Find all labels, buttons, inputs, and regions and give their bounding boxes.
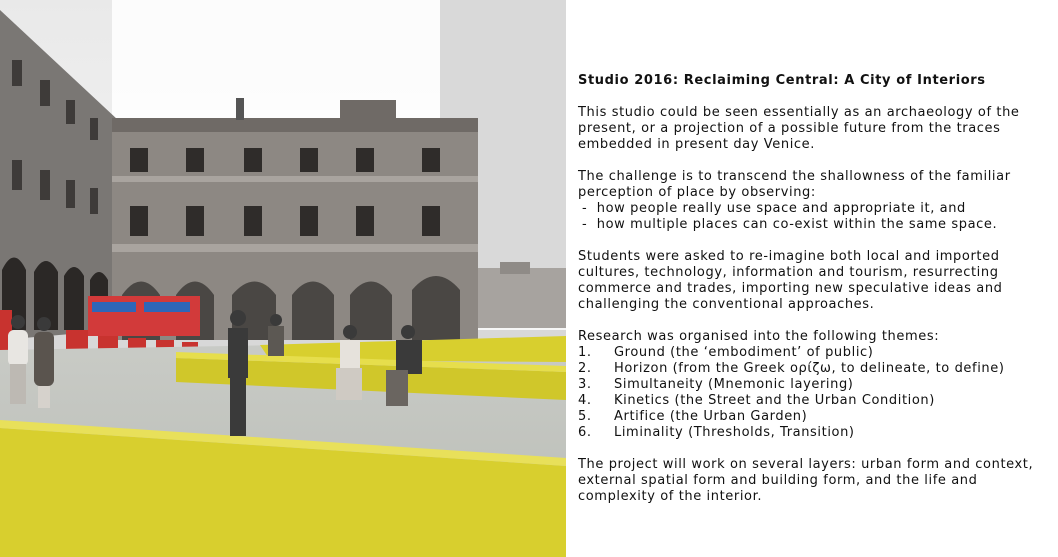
theme-number: 6.: [578, 425, 592, 440]
theme-text: Liminality (Thresholds, Transition): [614, 425, 855, 440]
theme-item: [578, 409, 1054, 425]
challenge-point: - how multiple places can co-exist within the same space.: [578, 217, 1054, 233]
challenge-list: [578, 201, 1054, 233]
theme-text: Simultaneity (Mnemonic layering): [614, 377, 854, 392]
theme-number: 4.: [578, 393, 592, 408]
students-paragraph: Students were asked to re-imagine both local and imported cultures, technology, information and tourism, resurrecting commerce and trades, importing new speculative ideas and challenging the conventional approaches.: [578, 249, 1003, 312]
theme-number: 5.: [578, 409, 592, 424]
theme-number: 2.: [578, 361, 592, 376]
challenge-section: [578, 169, 1054, 233]
theme-item: [578, 425, 1054, 441]
themes-list: [578, 345, 1054, 441]
theme-text: Artifice (the Urban Garden): [614, 409, 808, 424]
theme-item: [578, 377, 1054, 393]
theme-text: Kinetics (the Street and the Urban Condition): [614, 393, 935, 408]
theme-number: 3.: [578, 377, 592, 392]
theme-text: Horizon (from the Greek ορίζω, to delineate, to define): [614, 361, 1005, 376]
theme-text: Ground (the ‘embodiment’ of public): [614, 345, 874, 360]
research-lead: Research was organised into the following themes:: [578, 329, 940, 344]
closing-paragraph: The project will work on several layers: urban form and context, external spatial form and building form, and the life and complexity of the interior.: [578, 457, 1034, 504]
studio-description: [578, 73, 1054, 521]
theme-item: [578, 361, 1054, 377]
theme-item: [578, 393, 1054, 409]
challenge-point: - how people really use space and appropriate it, and: [578, 201, 1054, 217]
intro-paragraph: This studio could be seen essentially as an archaeology of the present, or a projection of a possible future from the traces embedded in present day Venice.: [578, 105, 1020, 152]
challenge-lead: The challenge is to transcend the shallowness of the familiar perception of place by observing:: [578, 169, 1011, 200]
theme-number: 1.: [578, 345, 592, 360]
studio-title: Studio 2016: Reclaiming Central: A City of Interiors: [578, 73, 986, 88]
theme-item: [578, 345, 1054, 361]
